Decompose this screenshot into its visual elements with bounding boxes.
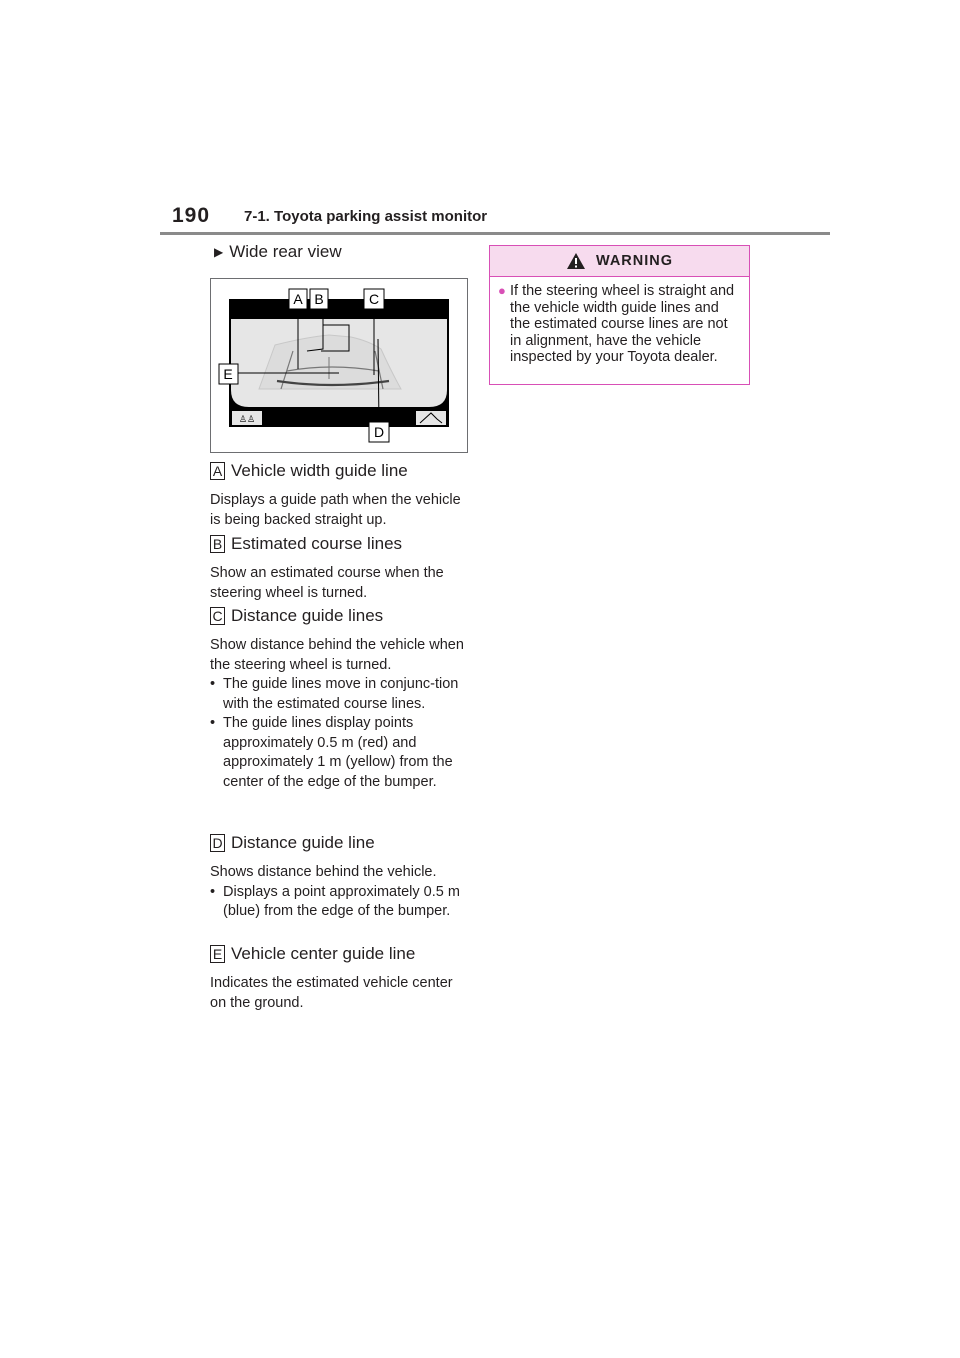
subheading [214, 242, 342, 262]
item-description [210, 636, 470, 792]
item-title: Distance guide line [231, 833, 375, 852]
letter-badge: A [210, 462, 225, 480]
warning-box [489, 245, 750, 385]
item-description: Indicates the estimated vehicle center on the ground. [210, 975, 453, 1011]
camera-figure [210, 278, 468, 453]
bullet-icon: ● [498, 283, 506, 298]
bullet-text: Displays a point approximately 0.5 m (blue) from the edge of the bumper. [223, 883, 460, 919]
arrow-icon: ▶ [214, 245, 224, 259]
subheading-text: Wide rear view [229, 242, 342, 261]
item-a [210, 460, 470, 530]
callout-c: C [368, 291, 380, 307]
list-item [210, 883, 470, 922]
callout-b: B [314, 291, 324, 307]
item-title: Estimated course lines [231, 534, 403, 553]
rear-view-illustration [211, 279, 467, 452]
people-icon: ♙♙ [238, 415, 256, 425]
item-heading [210, 460, 470, 482]
bullet-text: The guide lines display points approximately 0.5 m (red) and approximately 1 m (yellow) from the center of the edge of the bumper. [223, 715, 453, 790]
section-title: 7-1. Toyota parking assist monitor [244, 208, 488, 225]
item-heading [210, 605, 470, 627]
item-text: Show distance behind the vehicle when the steering wheel is turned. [210, 637, 464, 673]
item-title: Distance guide lines [231, 606, 384, 625]
letter-badge: B [210, 535, 225, 553]
list-item [210, 675, 470, 714]
item-e [210, 943, 470, 1013]
item-heading [210, 832, 470, 854]
item-d [210, 832, 470, 922]
item-b [210, 533, 470, 603]
bullet-icon: • [210, 676, 216, 692]
warning-title: WARNING [595, 253, 674, 269]
bullet-icon: • [210, 883, 216, 900]
warning-text: If the steering wheel is straight and the vehicle width guide lines and the estimated course lines are not in alignment, have the vehicle inspected by your Toyota dealer. [510, 283, 735, 365]
item-heading [210, 533, 470, 555]
item-text: Shows distance behind the vehicle. [210, 864, 437, 880]
warning-header [490, 246, 749, 277]
letter-badge: C [210, 607, 225, 625]
item-heading [210, 943, 470, 965]
item-title: Vehicle width guide line [231, 461, 408, 480]
item-description [210, 863, 470, 922]
callout-e: E [223, 366, 233, 382]
page-number: 190 [172, 204, 211, 227]
warning-icon [566, 252, 586, 270]
list-item [210, 714, 470, 792]
letter-badge: D [210, 834, 225, 852]
callout-a: A [293, 291, 303, 307]
item-description: Displays a guide path when the vehicle is being backed straight up. [210, 492, 461, 528]
header-rule [160, 232, 830, 235]
item-description: Show an estimated course when the steering wheel is turned. [210, 565, 444, 601]
item-c [210, 605, 470, 792]
warning-item [490, 277, 749, 366]
bullet-text: The guide lines move in conjunc-tion with the estimated course lines. [223, 676, 459, 712]
item-title: Vehicle center guide line [231, 944, 416, 963]
letter-badge: E [210, 945, 225, 963]
callout-d: D [373, 424, 385, 440]
bullet-icon: • [210, 715, 216, 731]
